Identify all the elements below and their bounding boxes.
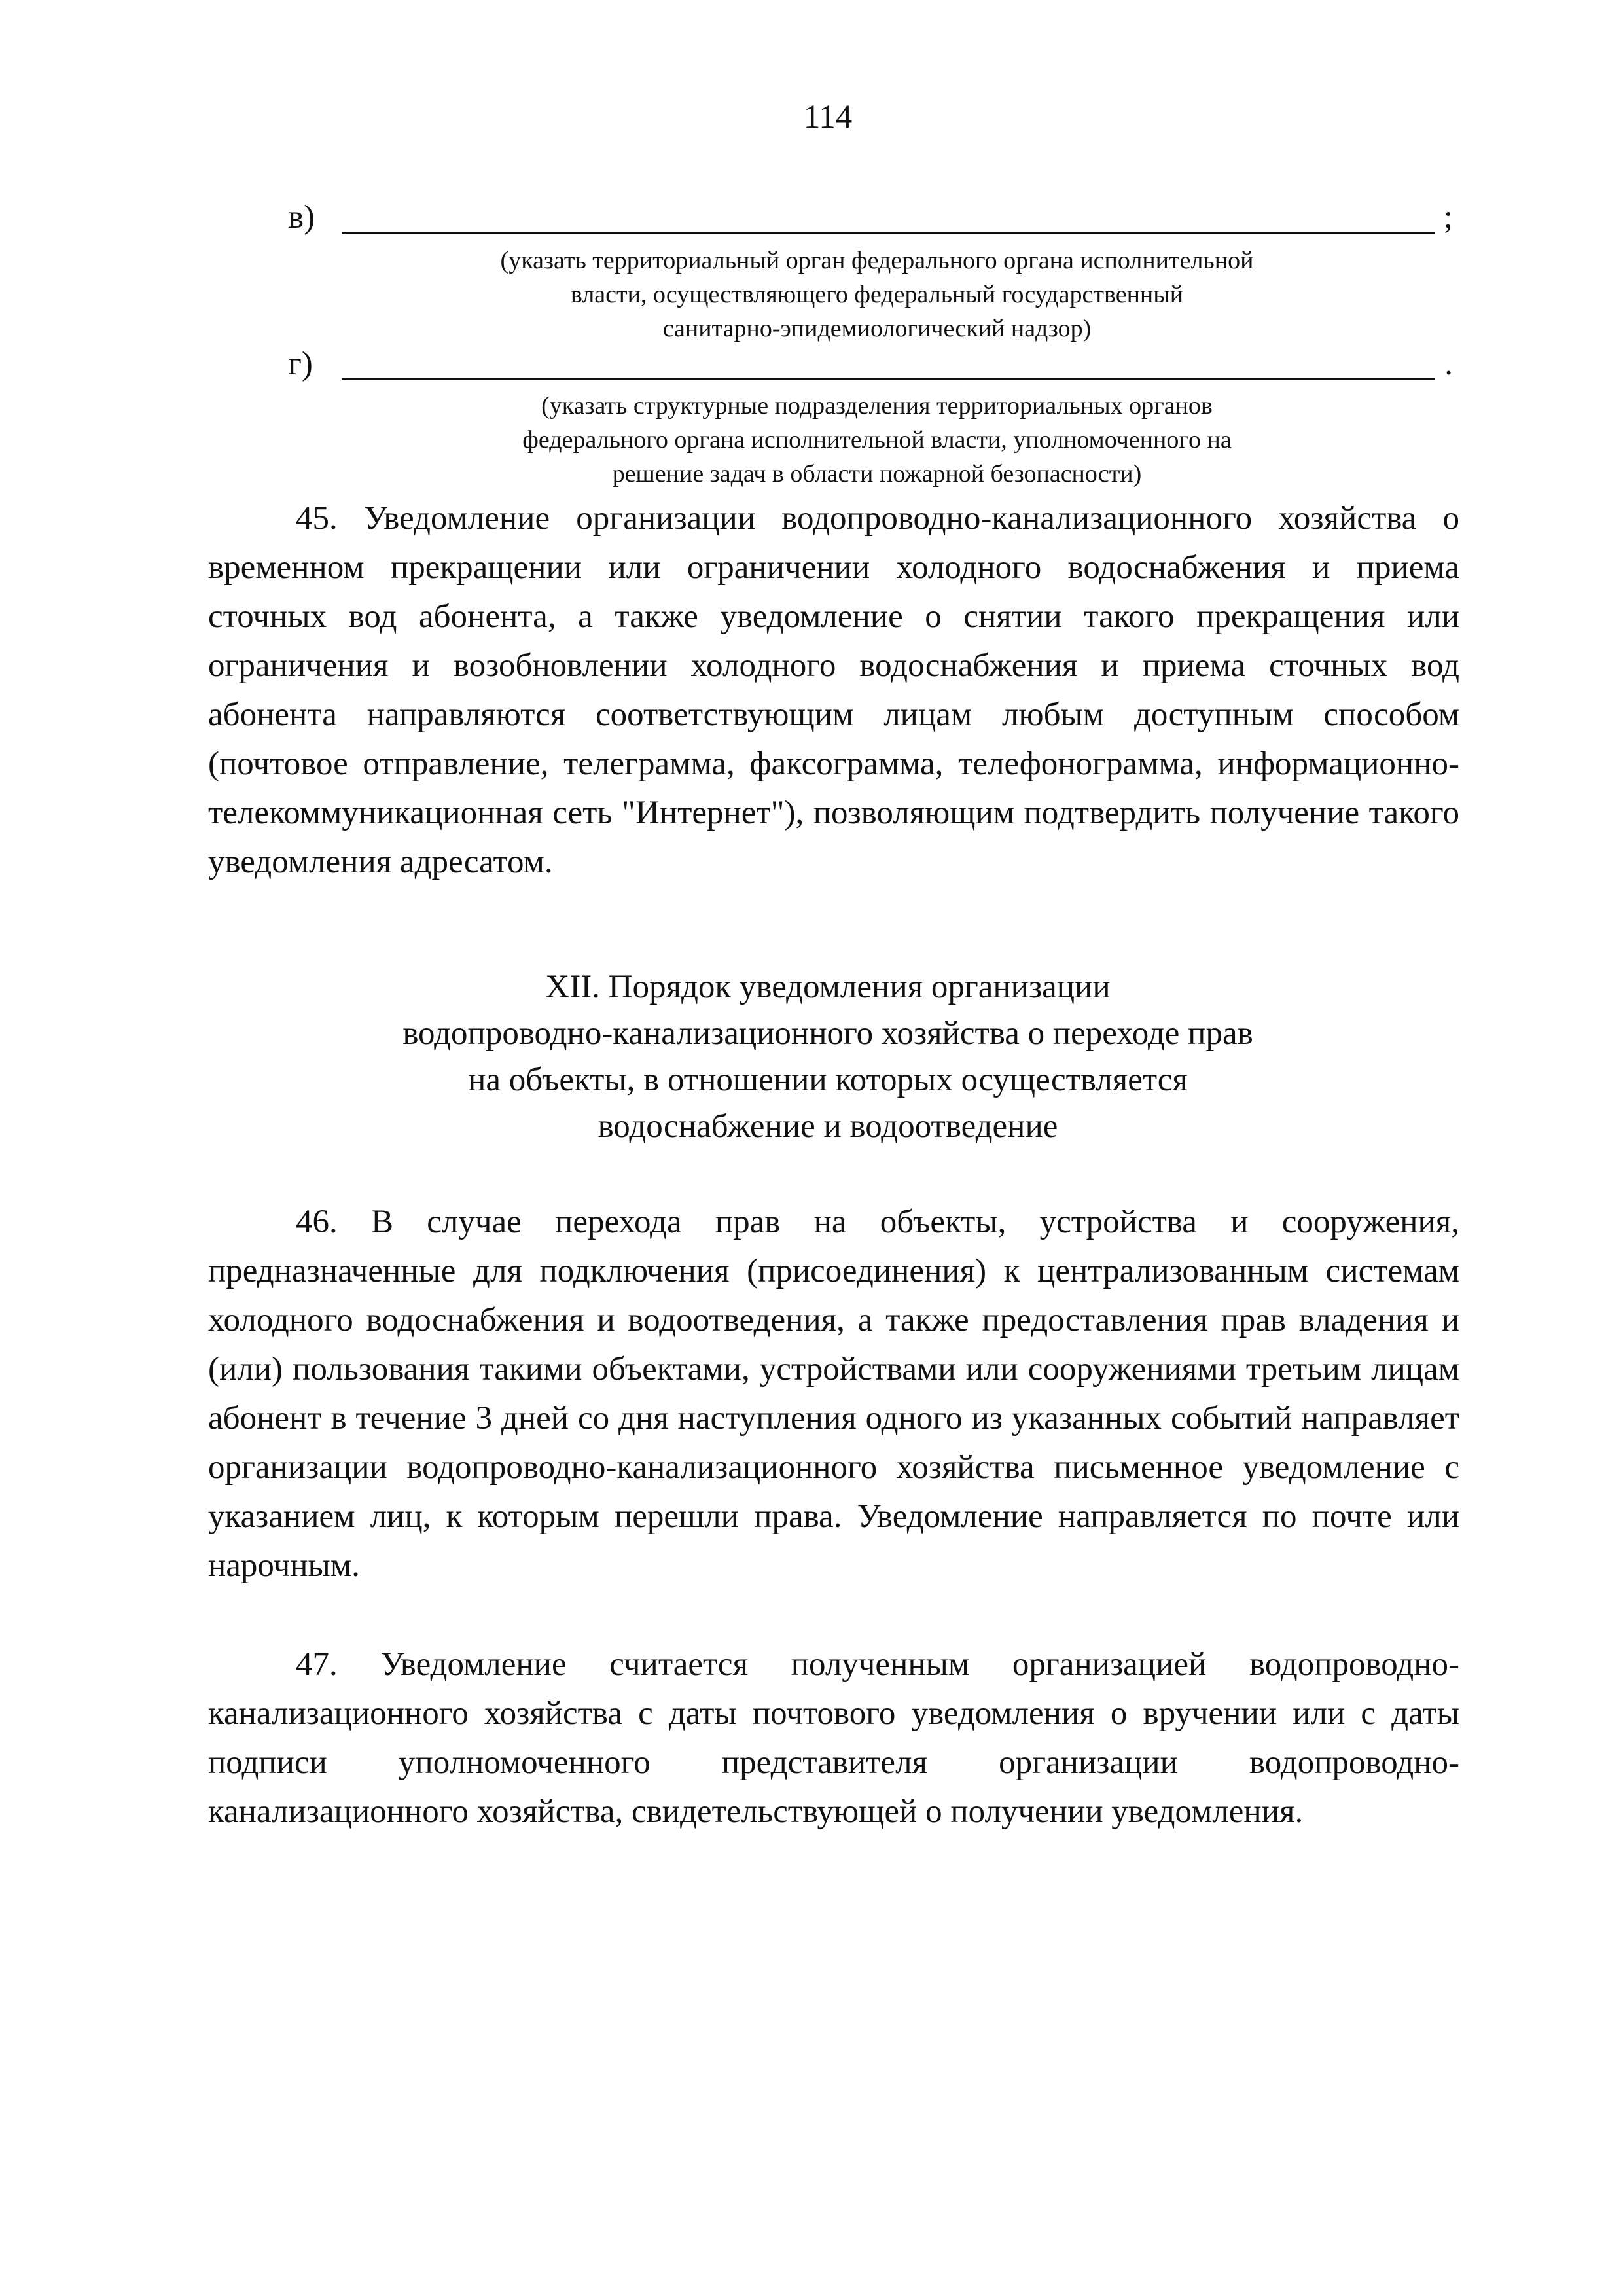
- paragraph-text: 47. Уведомление считается полученным организацией водопроводно-канализационного хозяйства с даты почтового уведомления о вручении или с даты подписи уполномоченного представителя организации водопроводно-канализационного хозяйства, свидетельствующей о получении уведомления.: [208, 1646, 1459, 1830]
- section-title-line: XII. Порядок уведомления организации: [545, 969, 1111, 1005]
- blank-line: [342, 232, 1435, 234]
- paragraph-text: 45. Уведомление организации водопроводно-канализационного хозяйства о временном прекращении или ограничении холодного водоснабжения и приема сточных вод абонента, а также уведомление о снятии такого прекращения или ограничения и возобновлении холодного водоснабжения и приема сточных вод абонента направляются соответствующим лицам любым доступным способом (почтовое отправление, телеграмма, факсограмма, телефонограмма, информационно-телекоммуникационная сеть "Интернет"), позволяющим подтвердить получение такого уведомления адресатом.: [208, 500, 1459, 880]
- field-letter: г): [288, 346, 313, 382]
- paragraph-45: [208, 494, 1459, 887]
- section-title: [0, 964, 1623, 1150]
- hint-line: федерального органа исполнительной власти, уполномоченного на: [522, 426, 1232, 454]
- paragraph-text: 46. В случае перехода прав на объекты, устройства и сооружения, предназначенные для подключения (присоединения) к централизованным системам холодного водоснабжения и водоотведения, а также предоставления прав владения и (или) пользования такими объектами, устройствами или сооружениями третьим лицам абонент в течение 3 дней со дня наступления одного из указанных событий направляет организации водопроводно-канализационного хозяйства письменное уведомление с указанием лиц, к которым перешли права. Уведомление направляется по почте или нарочным.: [208, 1204, 1459, 1584]
- hint-line: власти, осуществляющего федеральный государственный: [570, 281, 1184, 308]
- field-hint-g: [452, 389, 1302, 491]
- hint-line: (указать территориальный орган федерального органа исполнительной: [500, 247, 1254, 274]
- field-end-mark: .: [1444, 346, 1453, 382]
- paragraph-47: [208, 1640, 1459, 1837]
- field-hint-v: [452, 243, 1302, 346]
- section-title-line: водоснабжение и водоотведение: [597, 1108, 1058, 1145]
- hint-line: санитарно-эпидемиологический надзор): [662, 315, 1092, 342]
- hint-line: (указать структурные подразделения территориальных органов: [541, 392, 1213, 420]
- page-number: 114: [803, 99, 853, 135]
- field-end-mark: ;: [1443, 199, 1453, 236]
- hint-line: решение задач в области пожарной безопасности): [612, 460, 1142, 488]
- section-title-line: на объекты, в отношении которых осуществляется: [468, 1062, 1188, 1098]
- field-letter: в): [288, 199, 315, 236]
- section-title-line: водопроводно-канализационного хозяйства о переходе прав: [402, 1015, 1253, 1052]
- paragraph-46: [208, 1198, 1459, 1590]
- blank-line: [342, 378, 1435, 380]
- blank-field-v: [288, 198, 1453, 244]
- blank-field-g: [288, 345, 1453, 391]
